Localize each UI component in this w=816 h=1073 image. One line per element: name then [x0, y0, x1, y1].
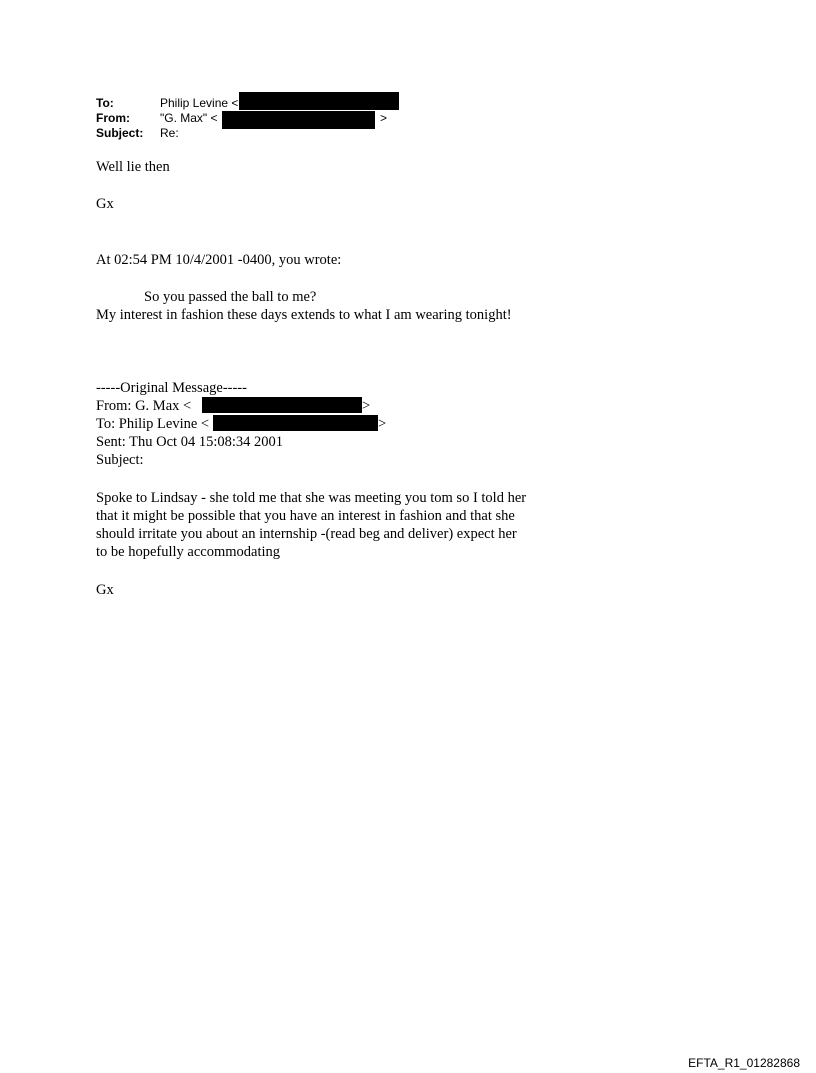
- original-body-line-2: that it might be possible that you have an interest in fashion and that she: [96, 508, 515, 524]
- original-to-close: >: [378, 416, 387, 432]
- original-to: To: Philip Levine <: [96, 416, 210, 432]
- original-subject: Subject:: [96, 452, 144, 468]
- quote-attribution: At 02:54 PM 10/4/2001 -0400, you wrote:: [96, 252, 342, 268]
- redaction-from-email: [222, 111, 375, 129]
- from-label: From:: [96, 111, 130, 125]
- document-id: EFTA_R1_01282868: [688, 1056, 800, 1070]
- redaction-to-email: [239, 92, 399, 110]
- quote-line-2: My interest in fashion these days extends to what I am wearing tonight!: [96, 307, 512, 323]
- quote-line-1: So you passed the ball to me?: [144, 289, 317, 305]
- original-sent: Sent: Thu Oct 04 15:08:34 2001: [96, 434, 284, 450]
- original-separator: -----Original Message-----: [96, 380, 247, 396]
- original-signature: Gx: [96, 582, 114, 598]
- original-from-close: >: [362, 398, 371, 414]
- from-close: >: [380, 111, 388, 125]
- to-value: Philip Levine <: [160, 96, 239, 110]
- redaction-original-from-email: [202, 397, 362, 413]
- original-from: From: G. Max <: [96, 398, 192, 414]
- subject-label: Subject:: [96, 126, 144, 140]
- reply-signature: Gx: [96, 196, 114, 212]
- from-value: "G. Max" <: [160, 111, 218, 125]
- original-body-line-3: should irritate you about an internship -(read beg and deliver) expect her: [96, 526, 517, 542]
- original-body-line-4: to be hopefully accommodating: [96, 544, 281, 560]
- subject-value: Re:: [160, 126, 179, 140]
- reply-line: Well lie then: [96, 159, 170, 175]
- redaction-original-to-email: [213, 415, 378, 431]
- original-body-line-1: Spoke to Lindsay - she told me that she was meeting you tom so I told her: [96, 490, 527, 506]
- to-label: To:: [96, 96, 114, 110]
